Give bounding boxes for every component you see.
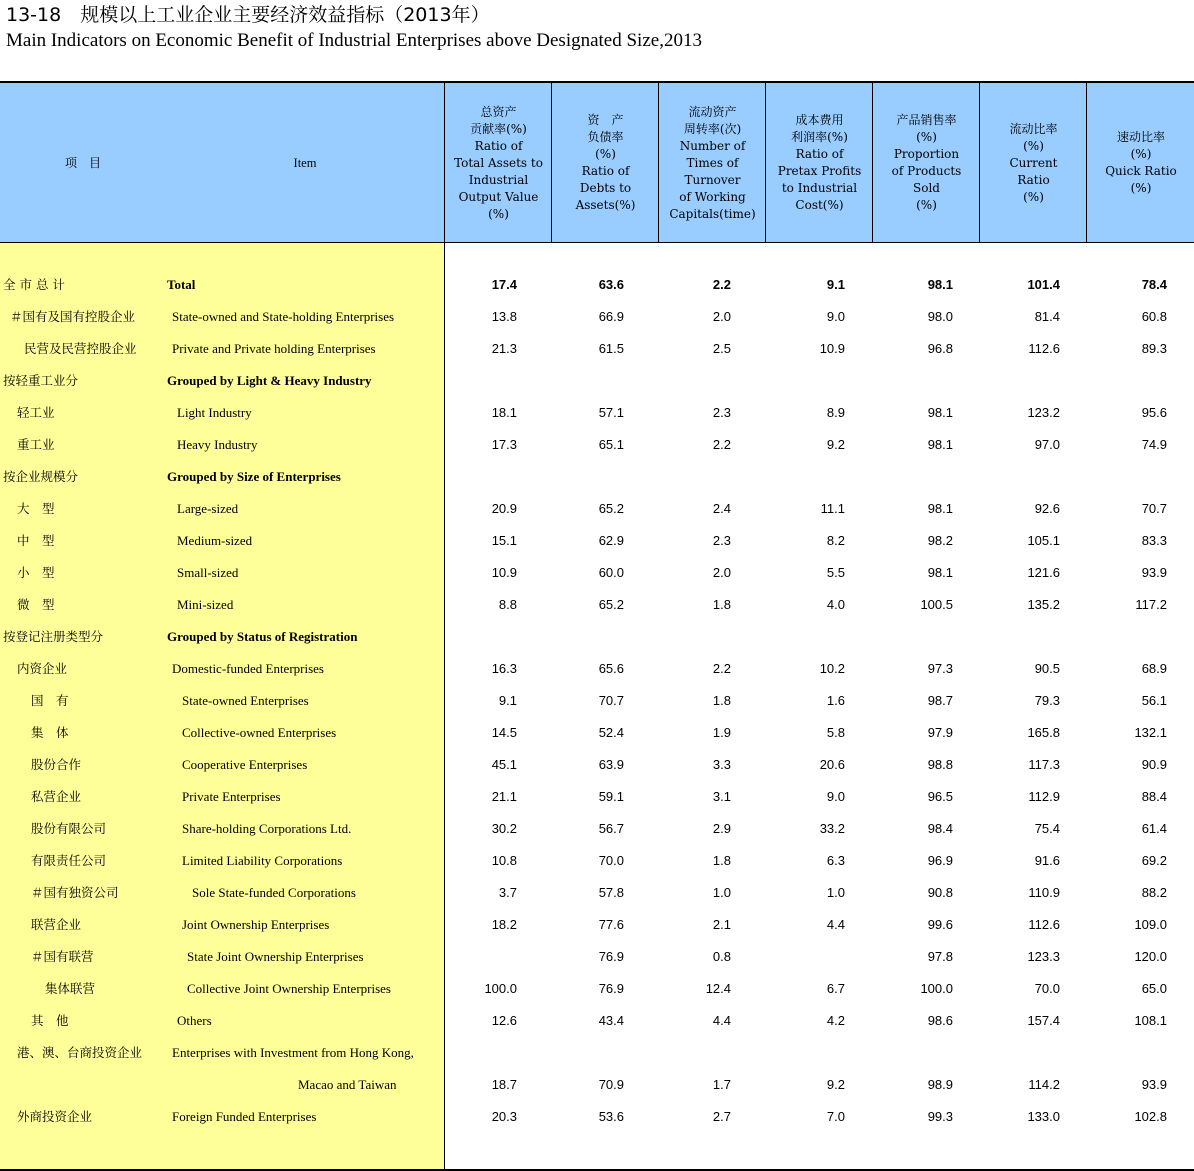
page-title-cn: 13-18 规模以上工业企业主要经济效益指标（2013年） — [6, 4, 490, 26]
cell-value-col-5: 98.9 — [927, 1077, 953, 1092]
cell-value-col-4: 9.2 — [826, 1077, 845, 1092]
cell-value-col-4: 4.4 — [826, 917, 845, 932]
cell-value-col-7: 60.8 — [1141, 309, 1167, 324]
cell-value-col-5: 98.4 — [927, 821, 953, 836]
table-row — [0, 948, 1194, 980]
cell-value-col-7: 109.0 — [1134, 917, 1167, 932]
cell-value-col-7: 68.9 — [1141, 661, 1167, 676]
table-row — [0, 308, 1194, 340]
cell-value-col-6: 97.0 — [1034, 437, 1060, 452]
cell-value-col-3: 1.8 — [712, 693, 731, 708]
cell-value-col-1: 8.8 — [498, 597, 517, 612]
header-column-2 — [551, 83, 659, 243]
cell-value-col-3: 2.3 — [712, 405, 731, 420]
cell-value-col-2: 56.7 — [598, 821, 624, 836]
cell-value-col-4: 1.0 — [826, 885, 845, 900]
cell-value-col-1: 20.3 — [491, 1109, 517, 1124]
cell-value-col-5: 99.6 — [927, 917, 953, 932]
row-label-en: Domestic-funded Enterprises — [172, 661, 324, 676]
cell-value-col-7: 74.9 — [1141, 437, 1167, 452]
row-label-en: Small-sized — [177, 565, 239, 580]
cell-value-col-4: 5.8 — [826, 725, 845, 740]
cell-value-col-2: 70.7 — [598, 693, 624, 708]
row-label-en: State Joint Ownership Enterprises — [187, 949, 364, 964]
row-label-cn: 按登记注册类型分 — [3, 629, 104, 644]
row-label-cn: ＃国有独资公司 — [31, 885, 119, 900]
cell-value-col-1: 10.8 — [491, 853, 517, 868]
cell-value-col-1: 17.3 — [491, 437, 517, 452]
row-label-en: Limited Liability Corporations — [182, 853, 343, 868]
table-row — [0, 628, 1194, 660]
row-label-en: Large-sized — [177, 501, 239, 516]
cell-value-col-3: 12.4 — [705, 981, 731, 996]
table-row — [0, 372, 1194, 404]
table-row — [0, 660, 1194, 692]
header-column-label: 流动资产 周转率(次) Number of Times of Turnover of Working Capitals(time) — [669, 104, 756, 221]
row-label-en: Collective Joint Ownership Enterprises — [187, 981, 391, 996]
row-label-cn: 微 型 — [17, 597, 55, 612]
table-header — [0, 83, 1194, 243]
row-label-cn: ＃国有联营 — [31, 949, 94, 964]
cell-value-col-3: 2.7 — [712, 1109, 731, 1124]
cell-value-col-7: 95.6 — [1141, 405, 1167, 420]
table-row — [0, 468, 1194, 500]
row-label-en: Private and Private holding Enterprises — [172, 341, 376, 356]
cell-value-col-6: 114.2 — [1028, 1077, 1060, 1092]
cell-value-col-2: 60.0 — [598, 565, 624, 580]
cell-value-col-2: 63.9 — [598, 757, 624, 772]
header-column-label: 成本费用 利润率(%) Ratio of Pretax Profits to Industrial Cost(%) — [777, 113, 862, 212]
cell-value-col-2: 77.6 — [598, 917, 624, 932]
cell-value-col-5: 96.5 — [927, 789, 953, 804]
cell-value-col-2: 53.6 — [598, 1109, 624, 1124]
cell-value-col-7: 89.3 — [1141, 341, 1167, 356]
row-label-cn: 中 型 — [17, 533, 55, 548]
table-row — [0, 692, 1194, 724]
row-label-cn: 重工业 — [17, 437, 55, 452]
cell-value-col-3: 1.9 — [712, 725, 731, 740]
cell-value-col-4: 1.6 — [826, 693, 845, 708]
cell-value-col-4: 6.3 — [826, 853, 845, 868]
row-label-en: State-owned Enterprises — [182, 693, 309, 708]
row-label-en: Mini-sized — [177, 597, 234, 612]
table-row — [0, 532, 1194, 564]
cell-value-col-4: 7.0 — [826, 1109, 845, 1124]
cell-value-col-5: 98.7 — [927, 693, 953, 708]
table-row — [0, 340, 1194, 372]
row-label-cn: ＃国有及国有控股企业 — [10, 309, 136, 324]
row-label-en: Share-holding Corporations Ltd. — [182, 821, 352, 836]
row-label-cn: 全 市 总 计 — [3, 277, 65, 292]
row-label-en: Grouped by Light & Heavy Industry — [167, 373, 372, 388]
cell-value-col-7: 70.7 — [1141, 501, 1167, 516]
cell-value-col-7: 132.1 — [1134, 725, 1167, 740]
table-row — [0, 1108, 1194, 1140]
cell-value-col-3: 2.2 — [712, 277, 731, 292]
cell-value-col-2: 65.6 — [598, 661, 624, 676]
row-label-cn: 按企业规模分 — [3, 469, 79, 484]
cell-value-col-6: 105.1 — [1027, 533, 1060, 548]
row-label-cn: 集体联营 — [45, 981, 96, 996]
cell-value-col-1: 21.3 — [491, 341, 517, 356]
cell-value-col-5: 100.0 — [920, 981, 953, 996]
cell-value-col-7: 90.9 — [1141, 757, 1167, 772]
header-column-label: 速动比率 (%) Quick Ratio (%) — [1105, 130, 1177, 195]
row-label-cn: 国 有 — [31, 693, 69, 708]
table-row — [0, 596, 1194, 628]
cell-value-col-3: 0.8 — [712, 949, 731, 964]
cell-value-col-2: 65.2 — [598, 597, 624, 612]
cell-value-col-5: 98.1 — [927, 405, 953, 420]
row-label-en: Macao and Taiwan — [298, 1077, 397, 1092]
cell-value-col-3: 2.9 — [712, 821, 731, 836]
cell-value-col-1: 16.3 — [491, 661, 517, 676]
cell-value-col-6: 133.0 — [1027, 1109, 1060, 1124]
header-column-label: 总资产 贡献率(%) Ratio of Total Assets to Industrial Output Value (%) — [454, 104, 543, 221]
cell-value-col-4: 6.7 — [826, 981, 845, 996]
row-label-en: Private Enterprises — [182, 789, 281, 804]
cell-value-col-1: 17.4 — [491, 277, 517, 292]
cell-value-col-6: 135.2 — [1027, 597, 1060, 612]
cell-value-col-7: 56.1 — [1141, 693, 1167, 708]
header-column-3 — [658, 83, 766, 243]
cell-value-col-6: 112.6 — [1028, 917, 1060, 932]
cell-value-col-2: 70.0 — [598, 853, 624, 868]
cell-value-col-5: 97.8 — [927, 949, 953, 964]
row-label-en: Joint Ownership Enterprises — [182, 917, 330, 932]
row-label-cn: 有限责任公司 — [31, 853, 107, 868]
row-label-cn: 私营企业 — [31, 789, 82, 804]
header-column-7 — [1086, 83, 1194, 243]
cell-value-col-6: 79.3 — [1034, 693, 1060, 708]
cell-value-col-2: 52.4 — [598, 725, 624, 740]
cell-value-col-7: 88.4 — [1141, 789, 1167, 804]
cell-value-col-3: 2.3 — [712, 533, 731, 548]
header-column-1 — [444, 83, 552, 243]
cell-value-col-7: 102.8 — [1134, 1109, 1167, 1124]
row-label-cn: 内资企业 — [17, 661, 68, 676]
row-label-cn: 集 体 — [31, 725, 69, 740]
header-column-5 — [872, 83, 980, 243]
row-label-en: Collective-owned Enterprises — [182, 725, 337, 740]
cell-value-col-4: 10.2 — [819, 661, 845, 676]
cell-value-col-6: 123.2 — [1027, 405, 1060, 420]
cell-value-col-7: 78.4 — [1141, 277, 1167, 292]
table-row — [0, 436, 1194, 468]
cell-value-col-2: 63.6 — [598, 277, 624, 292]
cell-value-col-7: 93.9 — [1141, 565, 1167, 580]
cell-value-col-4: 5.5 — [826, 565, 845, 580]
header-column-label: 流动比率 (%) Current Ratio (%) — [1009, 121, 1058, 204]
cell-value-col-6: 81.4 — [1034, 309, 1060, 324]
cell-value-col-2: 57.1 — [598, 405, 624, 420]
table-row — [0, 884, 1194, 916]
row-label-en: Grouped by Status of Registration — [167, 629, 358, 644]
table-row — [0, 788, 1194, 820]
row-label-cn: 股份合作 — [31, 757, 82, 772]
cell-value-col-5: 90.8 — [927, 885, 953, 900]
cell-value-col-4: 11.1 — [820, 501, 845, 516]
cell-value-col-6: 112.9 — [1028, 789, 1060, 804]
cell-value-col-1: 18.2 — [491, 917, 517, 932]
cell-value-col-2: 43.4 — [598, 1013, 624, 1028]
cell-value-col-3: 3.3 — [712, 757, 731, 772]
cell-value-col-5: 97.3 — [927, 661, 953, 676]
cell-value-col-3: 2.5 — [712, 341, 731, 356]
row-label-cn: 其 他 — [31, 1013, 69, 1028]
cell-value-col-7: 83.3 — [1141, 533, 1167, 548]
cell-value-col-5: 98.1 — [927, 501, 953, 516]
page-title-en: Main Indicators on Economic Benefit of Industrial Enterprises above Designated Size,2013 — [6, 30, 702, 51]
cell-value-col-5: 96.8 — [927, 341, 953, 356]
cell-value-col-6: 110.9 — [1028, 885, 1060, 900]
cell-value-col-6: 70.0 — [1034, 981, 1060, 996]
cell-value-col-1: 13.8 — [491, 309, 517, 324]
cell-value-col-1: 100.0 — [484, 981, 517, 996]
row-label-en: Heavy Industry — [177, 437, 258, 452]
row-label-en: State-owned and State-holding Enterprises — [172, 309, 395, 324]
cell-value-col-5: 99.3 — [927, 1109, 953, 1124]
row-label-cn: 联营企业 — [31, 917, 82, 932]
row-label-en: Cooperative Enterprises — [182, 757, 308, 772]
cell-value-col-6: 75.4 — [1034, 821, 1060, 836]
row-label-cn: 小 型 — [17, 565, 55, 580]
cell-value-col-4: 4.2 — [826, 1013, 845, 1028]
cell-value-col-5: 98.1 — [927, 437, 953, 452]
cell-value-col-6: 92.6 — [1034, 501, 1060, 516]
cell-value-col-3: 2.0 — [712, 565, 731, 580]
cell-value-col-1: 10.9 — [491, 565, 517, 580]
cell-value-col-1: 45.1 — [491, 757, 517, 772]
cell-value-col-1: 18.1 — [491, 405, 517, 420]
cell-value-col-3: 2.2 — [712, 437, 731, 452]
cell-value-col-1: 12.6 — [491, 1013, 517, 1028]
row-label-en: Total — [167, 277, 196, 292]
cell-value-col-6: 165.8 — [1027, 725, 1060, 740]
cell-value-col-7: 117.2 — [1135, 597, 1167, 612]
cell-value-col-3: 2.4 — [712, 501, 731, 516]
cell-value-col-4: 4.0 — [826, 597, 845, 612]
cell-value-col-3: 1.8 — [712, 597, 731, 612]
cell-value-col-6: 101.4 — [1027, 277, 1060, 292]
cell-value-col-1: 9.1 — [498, 693, 517, 708]
indicator-table — [0, 81, 1194, 1171]
cell-value-col-3: 2.1 — [712, 917, 731, 932]
cell-value-col-5: 98.2 — [927, 533, 953, 548]
cell-value-col-2: 70.9 — [598, 1077, 624, 1092]
cell-value-col-4: 8.2 — [826, 533, 845, 548]
cell-value-col-6: 90.5 — [1034, 661, 1060, 676]
row-label-cn: 轻工业 — [17, 405, 55, 420]
cell-value-col-1: 21.1 — [491, 789, 517, 804]
cell-value-col-1: 14.5 — [491, 725, 517, 740]
cell-value-col-3: 2.0 — [712, 309, 731, 324]
cell-value-col-7: 65.0 — [1141, 981, 1167, 996]
cell-value-col-4: 9.2 — [826, 437, 845, 452]
cell-value-col-5: 98.8 — [927, 757, 953, 772]
cell-value-col-6: 157.4 — [1027, 1013, 1060, 1028]
cell-value-col-7: 69.2 — [1141, 853, 1167, 868]
cell-value-col-3: 1.8 — [712, 853, 731, 868]
row-label-cn: 外商投资企业 — [17, 1109, 93, 1124]
cell-value-col-2: 59.1 — [598, 789, 624, 804]
cell-value-col-6: 91.6 — [1034, 853, 1060, 868]
header-column-label: 产品销售率 (%) Proportion of Products Sold (%) — [891, 113, 962, 212]
row-label-cn: 民营及民营控股企业 — [24, 341, 137, 356]
row-label-en: Foreign Funded Enterprises — [172, 1109, 317, 1124]
table-row — [0, 276, 1194, 308]
cell-value-col-7: 93.9 — [1141, 1077, 1167, 1092]
cell-value-col-2: 65.1 — [598, 437, 624, 452]
cell-value-col-2: 65.2 — [598, 501, 624, 516]
cell-value-col-5: 98.1 — [927, 277, 953, 292]
cell-value-col-4: 8.9 — [826, 405, 845, 420]
row-label-en: Sole State-funded Corporations — [192, 885, 356, 900]
row-label-en: Light Industry — [177, 405, 252, 420]
cell-value-col-6: 112.6 — [1028, 341, 1060, 356]
cell-value-col-3: 3.1 — [712, 789, 731, 804]
header-item-cn: 项 目 — [64, 155, 101, 170]
cell-value-col-3: 2.2 — [712, 661, 731, 676]
cell-value-col-6: 121.6 — [1027, 565, 1060, 580]
cell-value-col-1: 15.1 — [491, 533, 517, 548]
cell-value-col-4: 9.0 — [826, 789, 845, 804]
cell-value-col-4: 20.6 — [819, 757, 845, 772]
table-row — [0, 404, 1194, 436]
cell-value-col-5: 98.0 — [927, 309, 953, 324]
header-column-4 — [765, 83, 873, 243]
cell-value-col-1: 30.2 — [491, 821, 517, 836]
cell-value-col-5: 97.9 — [927, 725, 953, 740]
cell-value-col-5: 98.1 — [927, 565, 953, 580]
cell-value-col-1: 20.9 — [491, 501, 517, 516]
cell-value-col-7: 120.0 — [1134, 949, 1167, 964]
table-row — [0, 980, 1194, 1012]
cell-value-col-2: 76.9 — [598, 949, 624, 964]
header-column-label: 资 产 负债率 (%) Ratio of Debts to Assets(%) — [575, 113, 636, 212]
row-label-cn: 港、澳、台商投资企业 — [17, 1045, 143, 1060]
cell-value-col-7: 88.2 — [1141, 885, 1167, 900]
table-row — [0, 1076, 1194, 1108]
cell-value-col-3: 4.4 — [712, 1013, 731, 1028]
cell-value-col-4: 33.2 — [819, 821, 845, 836]
cell-value-col-7: 108.1 — [1134, 1013, 1167, 1028]
cell-value-col-1: 3.7 — [498, 885, 517, 900]
cell-value-col-2: 61.5 — [598, 341, 624, 356]
table-row — [0, 1012, 1194, 1044]
cell-value-col-5: 100.5 — [920, 597, 953, 612]
cell-value-col-4: 9.1 — [826, 277, 845, 292]
row-label-en: Others — [177, 1013, 212, 1028]
row-label-cn: 按轻重工业分 — [3, 373, 79, 388]
row-label-en: Enterprises with Investment from Hong Kong, — [172, 1045, 414, 1060]
table-row — [0, 916, 1194, 948]
cell-value-col-2: 76.9 — [598, 981, 624, 996]
row-label-en: Grouped by Size of Enterprises — [167, 469, 341, 484]
cell-value-col-4: 9.0 — [826, 309, 845, 324]
cell-value-col-5: 96.9 — [927, 853, 953, 868]
cell-value-col-1: 18.7 — [491, 1077, 517, 1092]
cell-value-col-2: 66.9 — [598, 309, 624, 324]
row-label-en: Medium-sized — [177, 533, 253, 548]
cell-value-col-4: 10.9 — [819, 341, 845, 356]
cell-value-col-7: 61.4 — [1141, 821, 1167, 836]
table-row — [0, 756, 1194, 788]
cell-value-col-5: 98.6 — [927, 1013, 953, 1028]
header-item-en: Item — [293, 155, 317, 170]
table-row — [0, 564, 1194, 596]
table-row — [0, 852, 1194, 884]
cell-value-col-6: 117.3 — [1028, 757, 1060, 772]
table-row — [0, 1044, 1194, 1076]
cell-value-col-3: 1.0 — [712, 885, 731, 900]
cell-value-col-3: 1.7 — [712, 1077, 731, 1092]
row-label-cn: 大 型 — [17, 501, 55, 516]
row-label-cn: 股份有限公司 — [31, 821, 107, 836]
table-row — [0, 500, 1194, 532]
table-row — [0, 724, 1194, 756]
cell-value-col-6: 123.3 — [1027, 949, 1060, 964]
cell-value-col-2: 62.9 — [598, 533, 624, 548]
cell-value-col-2: 57.8 — [598, 885, 624, 900]
table-row — [0, 820, 1194, 852]
header-column-6 — [979, 83, 1087, 243]
